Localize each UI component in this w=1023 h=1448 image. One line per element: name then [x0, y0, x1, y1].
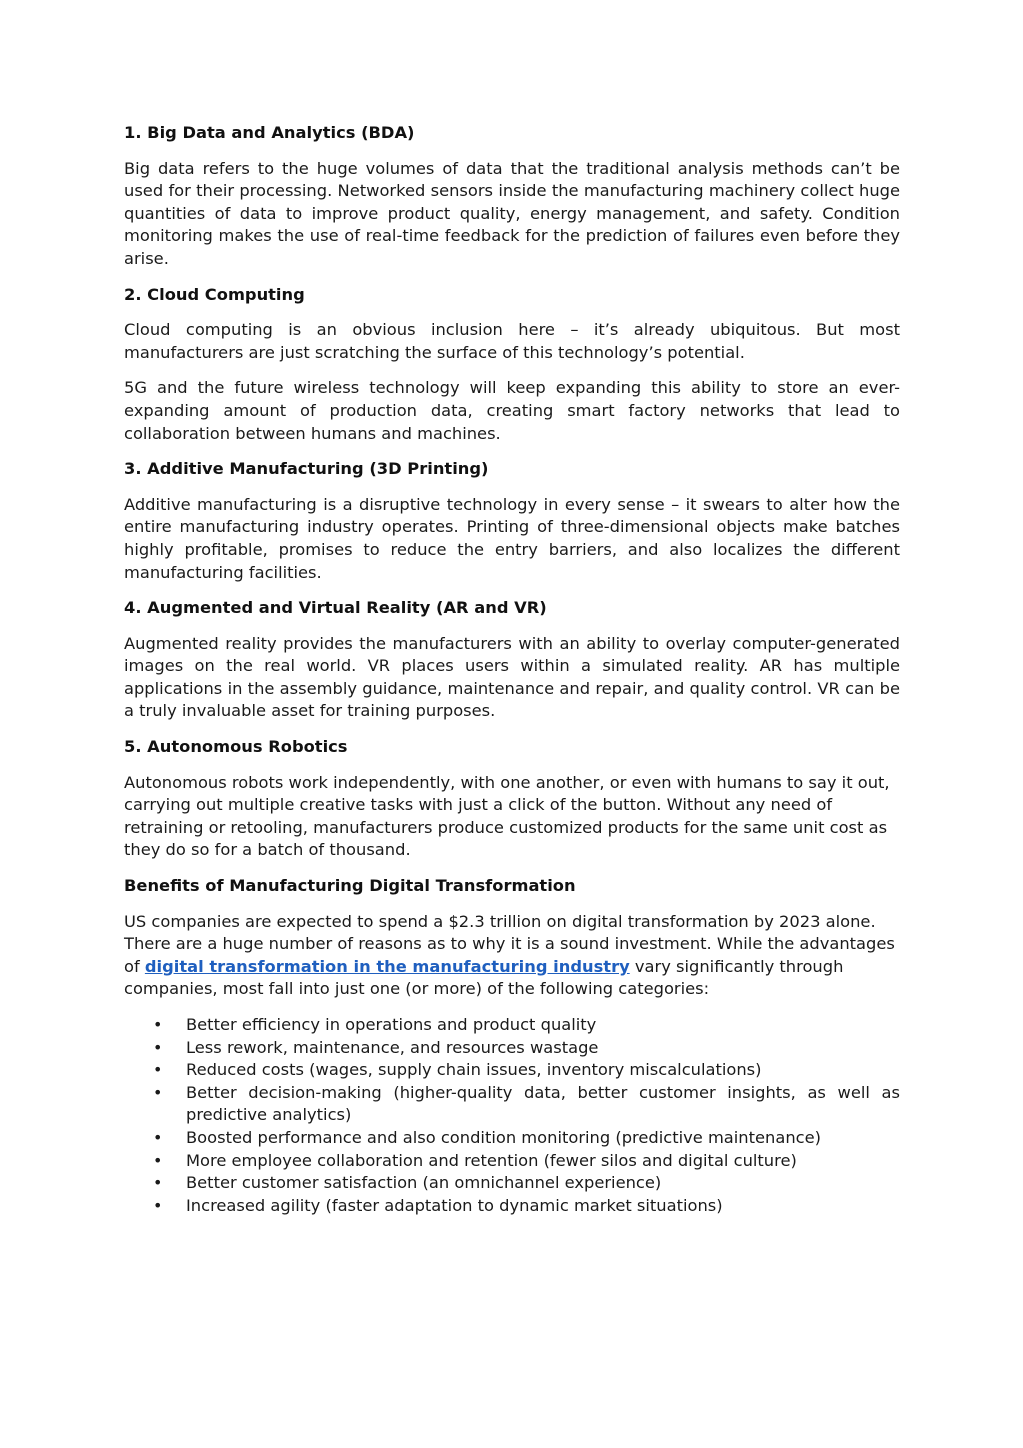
list-item — [124, 1059, 900, 1082]
benefits-list — [124, 1014, 900, 1217]
section-paragraph: Big data refers to the huge volumes of data that the traditional analysis methods can’t be used for their processing. Networked sensors inside the manufacturing machinery collect huge quantities of data to improve product quality, energy management, and safety. Condition monitoring makes the use of real-time feedback for the prediction of failures even before they arise. — [124, 158, 900, 268]
list-item-text: Reduced costs (wages, supply chain issues, inventory miscalculations) — [186, 1060, 762, 1080]
list-item — [124, 1172, 900, 1195]
section-paragraph: Augmented reality provides the manufacturers with an ability to overlay computer-generated images on the real world. VR places users within a simulated reality. AR has multiple applications in the assembly guidance, maintenance and repair, and quality control. VR can be a truly invaluable asset for training purposes. — [124, 633, 900, 721]
list-item-text: Better decision-making (higher-quality data, better customer insights, as well as predictive analytics) — [186, 1082, 900, 1125]
section-paragraph: Additive manufacturing is a disruptive technology in every sense – it swears to alter how the entire manufacturing industry operates. Printing of three-dimensional objects make batches highly profitable, promises to reduce the entry barriers, and also localizes the different manufacturing facilities. — [124, 494, 900, 582]
benefits-intro — [124, 911, 900, 1001]
list-item-text: Increased agility (faster adaptation to dynamic market situations) — [186, 1195, 723, 1215]
bullet-icon: • — [153, 1173, 163, 1193]
section-paragraph: Autonomous robots work independently, with one another, or even with humans to say it out, carrying out multiple creative tasks with just a click of the button. Without any need of retraining or retooling, manufacturers produce customized products for the same unit cost as they do so for a batch of thousand. — [124, 772, 890, 860]
bullet-icon: • — [153, 1037, 163, 1057]
digital-transformation-link[interactable]: digital transformation in the manufacturing industry — [144, 956, 630, 976]
document-page — [124, 122, 900, 1217]
bullet-icon: • — [153, 1015, 163, 1034]
section-heading-big-data: 1. Big Data and Analytics (BDA) — [124, 123, 415, 142]
list-item-text: Less rework, maintenance, and resources wastage — [186, 1037, 599, 1057]
list-item — [124, 1037, 900, 1060]
bullet-icon: • — [153, 1195, 163, 1215]
benefits-intro-text: vary significantly through companies, most fall into just one (or more) of the following categories: — [124, 956, 844, 999]
section-paragraph: 5G and the future wireless technology will keep expanding this ability to store an ever-expanding amount of production data, creating smart factory networks that lead to collaboration between humans and machines. — [124, 378, 900, 443]
section-heading-cloud-computing: 2. Cloud Computing — [124, 284, 305, 304]
section-paragraph: Cloud computing is an obvious inclusion here – it’s already ubiquitous. But most manufacturers are just scratching the surface of this technology’s potential. — [124, 320, 900, 362]
bullet-icon: • — [153, 1127, 163, 1147]
section-heading-autonomous-robotics: 5. Autonomous Robotics — [124, 737, 348, 757]
list-item-text: More employee collaboration and retention (fewer silos and digital culture) — [186, 1150, 797, 1170]
list-item-text: Boosted performance and also condition monitoring (predictive maintenance) — [186, 1127, 821, 1147]
benefits-heading: Benefits of Manufacturing Digital Transformation — [124, 876, 576, 896]
bullet-icon: • — [153, 1082, 163, 1102]
benefits-intro-text: US companies are expected to spend a $2.3 trillion on digital transformation by 2023 alone. There are a huge number of reasons as to why it is a sound investment. While the advantages of — [124, 911, 895, 976]
section-heading-ar-vr: 4. Augmented and Virtual Reality (AR and VR) — [124, 598, 547, 618]
list-item — [124, 1082, 900, 1127]
list-item — [124, 1195, 900, 1218]
list-item-text: Better efficiency in operations and product quality — [186, 1015, 597, 1034]
bullet-icon: • — [153, 1060, 163, 1080]
list-item-text: Better customer satisfaction (an omnichannel experience) — [186, 1173, 662, 1193]
list-item — [124, 1127, 900, 1150]
bullet-icon: • — [153, 1150, 163, 1170]
list-item — [124, 1150, 900, 1173]
section-heading-additive-manufacturing: 3. Additive Manufacturing (3D Printing) — [124, 459, 489, 479]
list-item — [124, 1014, 900, 1037]
